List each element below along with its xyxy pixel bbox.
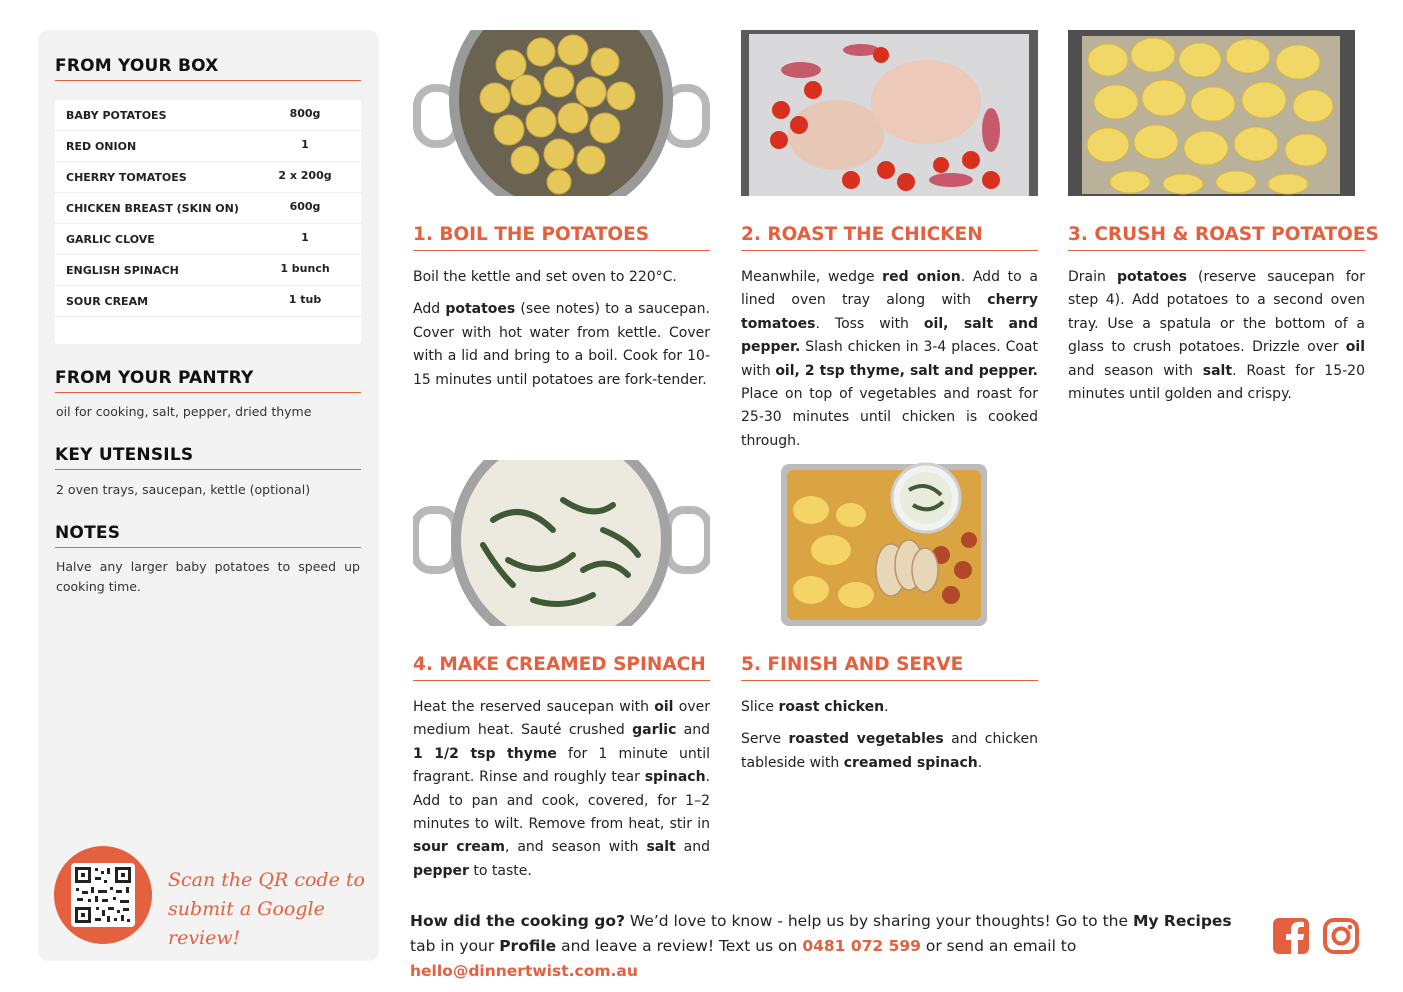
text-segment: or send an email to — [920, 937, 1077, 955]
step-paragraph — [413, 696, 710, 883]
text-segment: over medium heat. Sauté crushed — [413, 699, 710, 739]
chicken-tray-photo — [741, 30, 1038, 196]
step-1-title: 1. BOIL THE POTATOES — [413, 224, 710, 251]
step-paragraph — [413, 266, 710, 289]
qr-text-line2: submit a Google review! — [168, 898, 325, 949]
text-segment: (reserve saucepan for step 4). Add potatoes to a second oven tray. Use a spatula or the bottom of a glass to crush potatoes. Drizzle over — [1068, 269, 1365, 356]
bold-text: salt — [1202, 362, 1233, 379]
bold-text: oil, 2 tsp thyme, salt and pepper. — [775, 362, 1038, 379]
text-segment: . Add to a lined oven tray along with — [741, 269, 1039, 309]
text-segment: , and season with — [504, 839, 647, 856]
ingredient-name: ENGLISH SPINACH — [66, 264, 179, 277]
ingredient-name: BABY POTATOES — [66, 109, 167, 122]
text-segment: Heat the reserved saucepan with — [413, 699, 655, 715]
step-paragraph — [413, 298, 710, 392]
step-paragraph — [741, 696, 1038, 719]
ingredient-row — [55, 224, 361, 255]
ingredient-name: SOUR CREAM — [66, 295, 149, 308]
bold-text: Profile — [499, 937, 557, 955]
text-segment: Place on top of vegetables and roast for 25-30 minutes until chicken is cooked through. — [741, 386, 1038, 449]
step-5-body — [741, 696, 1038, 784]
ingredient-name: CHICKEN BREAST (SKIN ON) — [66, 202, 239, 215]
from-your-pantry-heading: FROM YOUR PANTRY — [55, 368, 361, 393]
bold-text: sour cream — [413, 839, 505, 856]
key-utensils-heading: KEY UTENSILS — [55, 445, 361, 470]
text-segment: and chicken tableside with — [741, 731, 1038, 771]
qr-text-line1: Scan the QR code to — [168, 869, 365, 891]
bold-text: 1 1/2 tsp thyme — [413, 745, 557, 762]
facebook-icon[interactable] — [1272, 917, 1310, 955]
pot-of-potatoes-photo — [413, 30, 710, 196]
ingredient-name: RED ONION — [66, 140, 137, 153]
ingredient-quantity: 1 — [301, 138, 309, 151]
step-paragraph — [1068, 266, 1365, 406]
ingredient-quantity: 2 x 200g — [278, 169, 332, 182]
text-segment: Meanwhile, wedge — [741, 269, 883, 285]
ingredient-quantity: 600g — [289, 200, 321, 213]
notes-text: Halve any larger baby potatoes to speed up cooking time. — [56, 559, 360, 594]
text-segment: . — [884, 699, 889, 715]
ingredient-row — [55, 193, 361, 224]
ingredients-table — [55, 100, 361, 344]
notes-heading: NOTES — [55, 523, 361, 548]
bold-text: spinach — [644, 769, 706, 786]
bold-text: oil — [654, 699, 674, 715]
pantry-text: oil for cooking, salt, pepper, dried thyme — [56, 404, 312, 419]
text-segment: Drain — [1068, 269, 1117, 285]
from-your-box-heading: FROM YOUR BOX — [55, 56, 361, 81]
text-segment: We’d love to know - help us by sharing your thoughts! Go to the — [624, 912, 1133, 930]
utensils-text: 2 oven trays, saucepan, kettle (optional) — [56, 482, 311, 497]
text-segment: to taste. — [468, 862, 532, 879]
bold-text: roast chicken — [778, 699, 885, 715]
crushed-potatoes-photo — [1068, 30, 1365, 196]
qr-badge — [54, 846, 152, 944]
text-segment: Slash chicken in 3-4 places. Coat with — [741, 339, 1038, 379]
instagram-icon[interactable] — [1322, 917, 1360, 955]
text-segment: (see notes) to a saucepan. Cover with hot water from kettle. Cover with a lid and bring to a boil. Cook for 10-15 minutes until potatoes are fork-tender. — [413, 301, 710, 388]
bold-text: oil — [1345, 339, 1365, 356]
bold-text: salt — [646, 839, 676, 856]
step-paragraph — [741, 728, 1038, 775]
plated-dish-photo — [741, 460, 1038, 626]
qr-review-text — [168, 866, 368, 953]
text-segment: 0481 072 599 — [802, 937, 921, 955]
text-segment: and — [675, 839, 711, 856]
bold-text: garlic — [632, 722, 677, 739]
ingredient-name: GARLIC CLOVE — [66, 233, 155, 246]
review-footer-text — [410, 909, 1260, 984]
text-segment: Boil the kettle and set oven to 220°C. — [413, 269, 677, 285]
step-5-title: 5. FINISH AND SERVE — [741, 654, 1038, 681]
bold-text: My Recipes — [1132, 912, 1232, 930]
bold-text: roasted vegetables — [788, 731, 944, 748]
qr-code-icon[interactable] — [71, 863, 135, 927]
text-segment: Serve — [741, 731, 789, 748]
creamed-spinach-photo — [413, 460, 710, 626]
step-2-body — [741, 266, 1038, 462]
bold-text: creamed spinach — [843, 754, 978, 771]
step-paragraph — [741, 266, 1038, 453]
ingredients-sidebar — [38, 30, 379, 961]
text-segment: . Toss with — [815, 315, 924, 332]
text-segment: . Add to pan and cook, covered, for 1–2 minutes to wilt. Remove from heat, stir in — [413, 769, 710, 833]
bold-text: oil, salt and pepper. — [741, 315, 1038, 356]
text-segment: for 1 minute until fragrant. Rinse and roughly tear — [413, 745, 710, 786]
ingredient-name: CHERRY TOMATOES — [66, 171, 187, 184]
ingredient-row — [55, 162, 361, 193]
bold-text: How did the cooking go? — [410, 912, 625, 930]
bold-text: cherry tomatoes — [741, 292, 1038, 332]
bold-text: red onion — [882, 269, 961, 285]
ingredient-quantity: 800g — [289, 107, 321, 120]
text-segment: . Roast for 15-20 minutes until golden and crispy. — [1068, 362, 1365, 403]
ingredient-row — [55, 255, 361, 286]
step-4-body — [413, 696, 710, 892]
step-4-title: 4. MAKE CREAMED SPINACH — [413, 654, 710, 681]
ingredient-quantity: 1 tub — [288, 293, 322, 306]
text-segment: and season with — [1068, 362, 1203, 379]
step-2-title: 2. ROAST THE CHICKEN — [741, 224, 1038, 251]
text-segment: and — [676, 722, 710, 739]
text-segment: Add — [413, 301, 446, 318]
text-segment: Slice — [741, 699, 779, 715]
bold-text: pepper — [413, 862, 469, 879]
ingredient-rows — [55, 100, 361, 317]
ingredient-row — [55, 286, 361, 317]
ingredient-quantity: 1 bunch — [280, 262, 330, 275]
step-3-title: 3. CRUSH & ROAST POTATOES — [1068, 224, 1365, 251]
step-1-body — [413, 266, 710, 401]
bold-text: potatoes — [445, 301, 516, 318]
bold-text: potatoes — [1117, 269, 1187, 285]
text-segment: and leave a review! Text us on — [556, 937, 803, 955]
text-segment: hello@dinnertwist.com.au — [410, 962, 638, 980]
ingredient-row — [55, 100, 361, 131]
step-3-body — [1068, 266, 1365, 415]
text-segment: tab in your — [410, 937, 500, 955]
ingredient-row — [55, 131, 361, 162]
text-segment: . — [977, 754, 983, 771]
ingredient-quantity: 1 — [301, 231, 309, 244]
